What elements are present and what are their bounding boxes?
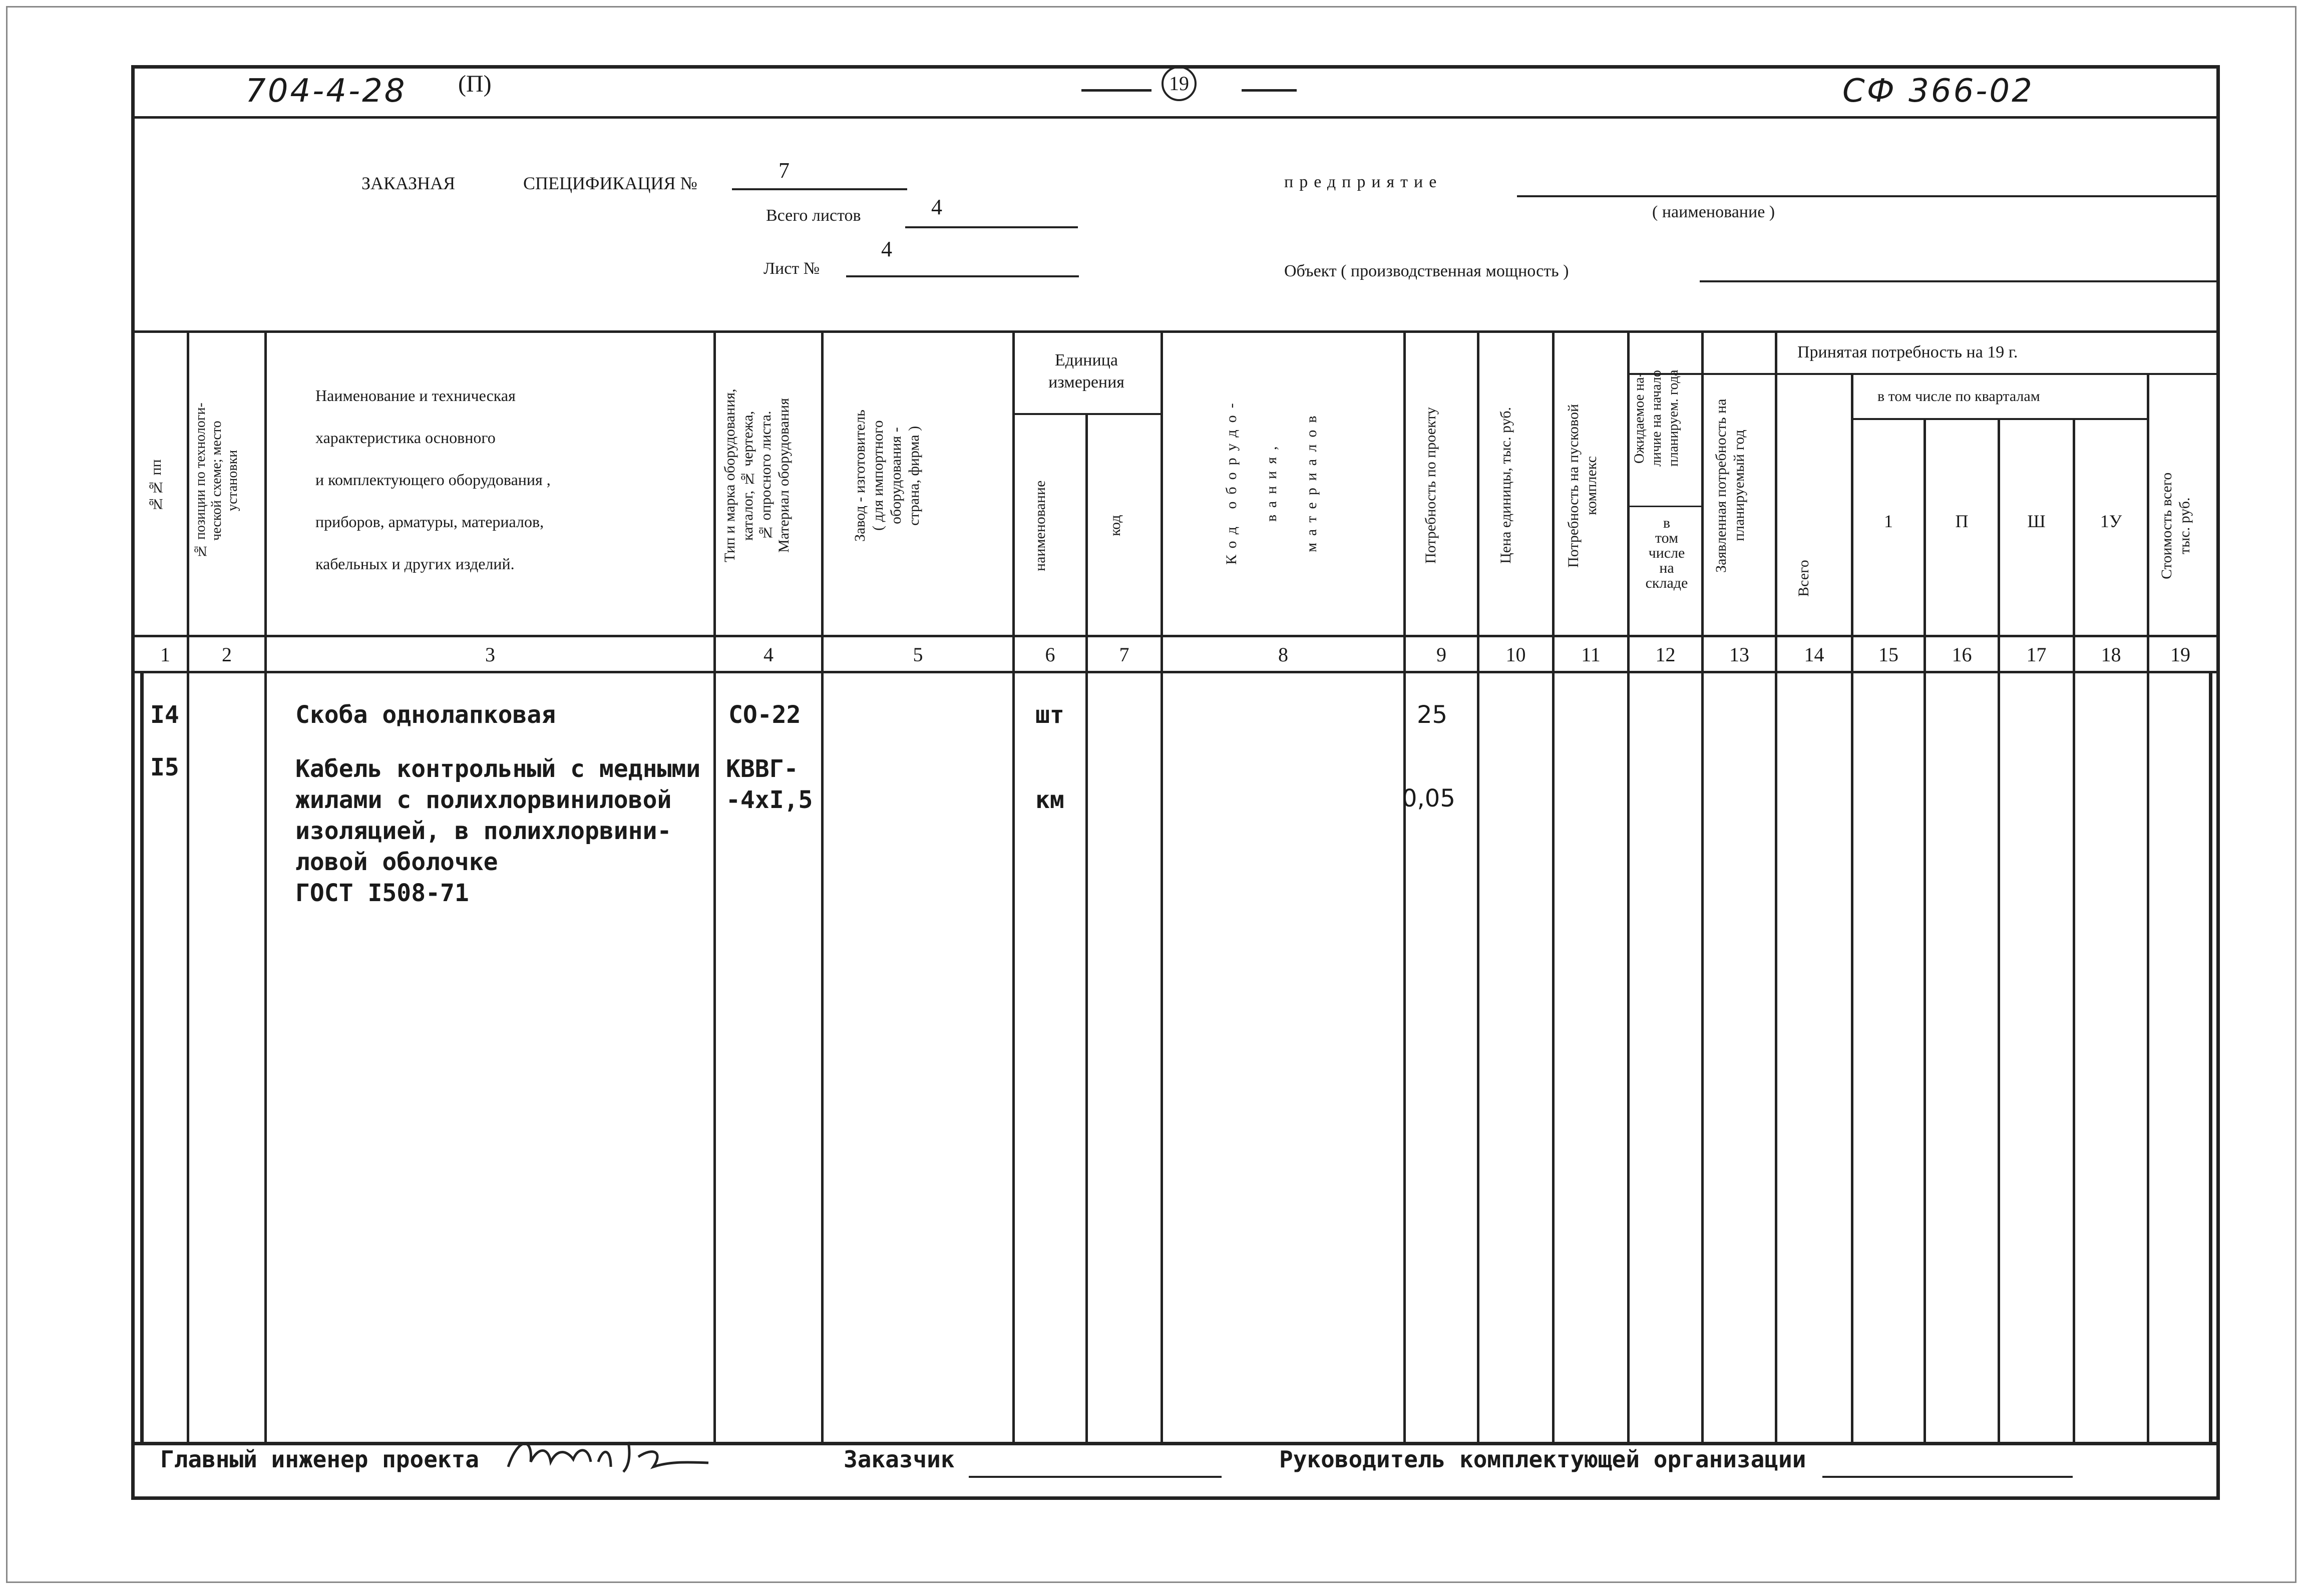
vrule-6 — [1085, 414, 1088, 1443]
colhead-quarters: в том числе по кварталам — [1877, 388, 2040, 405]
vrule-7 — [1161, 331, 1163, 1443]
colnum-14: 14 — [1804, 643, 1824, 666]
vrule-17 — [2073, 419, 2075, 1443]
colhead-7: код — [1107, 515, 1123, 537]
rule-top — [131, 116, 2220, 119]
colhead-6: наименование — [1032, 480, 1048, 571]
vrule-5 — [1012, 331, 1015, 1443]
spec-number: 7 — [779, 158, 790, 183]
rule-body-bottom — [131, 1442, 2220, 1445]
vrule-1 — [187, 331, 189, 1443]
colhead-19: Стоимость всего тыс. руб. — [2158, 472, 2193, 579]
colhead-11: Потребность на пусковой комплекс — [1565, 404, 1600, 568]
rule-colnum — [131, 671, 2220, 673]
page-number: 19 — [1162, 66, 1197, 101]
colhead-12: Ожидаемое на- личие на начало планируем. года — [1632, 369, 1681, 467]
object-underline — [1700, 280, 2218, 282]
enterprise-hint: ( наименование ) — [1652, 203, 1775, 221]
vrule-12 — [1701, 331, 1704, 1443]
colnum-10: 10 — [1505, 643, 1526, 666]
vrule-10 — [1552, 331, 1555, 1443]
colhead-5: Завод - изготовитель ( для импортного оборудования - страна, фирма ) — [852, 410, 922, 542]
vrule-14 — [1851, 374, 1853, 1443]
chief-engineer-label: Главный инженер проекта — [160, 1446, 479, 1473]
row-qty: 0,05 — [1402, 784, 1455, 813]
vrule-13 — [1775, 331, 1777, 1443]
colnum-13: 13 — [1729, 643, 1749, 666]
doc-suffix: (П) — [458, 71, 492, 97]
total-sheets: 4 — [931, 195, 942, 219]
row-unit: шт — [1035, 701, 1064, 729]
colhead-2: № позиции по технологи- ческой схеме; место установки — [193, 403, 240, 559]
vrule-15 — [1924, 419, 1926, 1443]
vrule-11 — [1627, 331, 1630, 1443]
vrule-4 — [821, 331, 824, 1443]
colnum-16: 16 — [1952, 643, 1972, 666]
colhead-8: Код оборудо- вания, материалов — [1223, 396, 1320, 565]
vrule-2 — [264, 331, 267, 1443]
colhead-4: Тип и марка оборудования, каталог, № чертежа, № опросного листа. Материал оборудования — [721, 388, 792, 563]
colhead-13: Заявленная потребность на планируемый год — [1713, 398, 1747, 573]
body-left-edge — [140, 672, 144, 1443]
colnum-3: 3 — [485, 643, 495, 666]
vrule-9 — [1477, 331, 1479, 1443]
colhead-15: 1 — [1884, 511, 1893, 531]
sheet-code: СФ 366-02 — [1842, 73, 2034, 110]
spec-underline — [732, 188, 907, 190]
colnum-17: 17 — [2026, 643, 2047, 666]
colhead-accepted: Принятая потребность на 19 г. — [1797, 343, 2018, 361]
enterprise-label: предприятие — [1284, 173, 1443, 191]
colhead-9: Потребность по проекту — [1422, 407, 1439, 564]
vrule-8 — [1403, 331, 1406, 1443]
colhead-14: Всего — [1795, 560, 1812, 597]
rule-stock-sub — [1629, 506, 1701, 507]
customer-label: Заказчик — [844, 1446, 955, 1473]
colnum-5: 5 — [913, 643, 923, 666]
colnum-11: 11 — [1581, 643, 1601, 666]
row-name: Кабель контрольный с медными жилами с полихлорвиниловой изоляцией, в полихлорвини- ловой оболочке ГОСТ I508-71 — [295, 755, 701, 907]
spec-label: СПЕЦИФИКАЦИЯ № — [523, 173, 697, 193]
sheet-underline — [846, 275, 1079, 277]
row-qty: 25 — [1417, 701, 1448, 729]
colhead-16: П — [1955, 511, 1969, 531]
enterprise-underline — [1517, 195, 2218, 197]
colhead-1: №№ пп — [148, 459, 164, 512]
colnum-6: 6 — [1045, 643, 1055, 666]
colnum-1: 1 — [160, 643, 170, 666]
rule-header — [131, 330, 2220, 333]
colnum-19: 19 — [2170, 643, 2190, 666]
customer-underline — [969, 1476, 1222, 1478]
sheet-number: 4 — [881, 237, 892, 261]
colnum-9: 9 — [1436, 643, 1446, 666]
colhead-17: Ш — [2027, 511, 2046, 531]
row-type: СО-22 — [728, 701, 801, 729]
row-type: КВВГ- -4хI,5 — [726, 755, 813, 814]
row-number: I4 — [150, 701, 179, 729]
row-name: Скоба однолапковая — [295, 701, 556, 729]
doc-code: 704-4-28 — [245, 73, 407, 110]
colnum-4: 4 — [763, 643, 774, 666]
colhead-unit: Единица измерения — [1048, 351, 1124, 391]
colnum-12: 12 — [1655, 643, 1676, 666]
total-sheets-label: Всего листов — [766, 206, 861, 225]
vrule-16 — [1998, 419, 2000, 1443]
colhead-3: Наименование и техническая характеристика основного и комплектующего оборудования , приборов, арматуры, материалов, кабельных и других изделий. — [315, 386, 551, 573]
colhead-10: Цена единицы, тыс. руб. — [1497, 407, 1514, 564]
order-label: ЗАКАЗНАЯ — [361, 173, 456, 193]
colnum-2: 2 — [222, 643, 232, 666]
colnum-15: 15 — [1878, 643, 1898, 666]
rule-quarters-sub — [1852, 418, 2148, 420]
colnum-8: 8 — [1278, 643, 1288, 666]
sheet-label: Лист № — [763, 259, 820, 278]
total-sheets-underline — [905, 226, 1078, 228]
object-label: Объект ( производственная мощность ) — [1284, 262, 1569, 280]
colhead-18: 1У — [2100, 511, 2122, 531]
vrule-3 — [713, 331, 716, 1443]
vrule-18 — [2147, 374, 2149, 1443]
supplier-head-label: Руководитель комплектующей организации — [1279, 1446, 1806, 1473]
row-unit: км — [1035, 786, 1064, 814]
colhead-12b: в том числе на складе — [1645, 515, 1688, 591]
supplier-head-underline — [1822, 1476, 2073, 1478]
body-right-edge — [2209, 672, 2212, 1443]
colnum-18: 18 — [2101, 643, 2121, 666]
colnum-7: 7 — [1119, 643, 1129, 666]
signature — [503, 1432, 713, 1477]
row-number: I5 — [150, 753, 179, 781]
rule-colhead — [131, 635, 2220, 637]
